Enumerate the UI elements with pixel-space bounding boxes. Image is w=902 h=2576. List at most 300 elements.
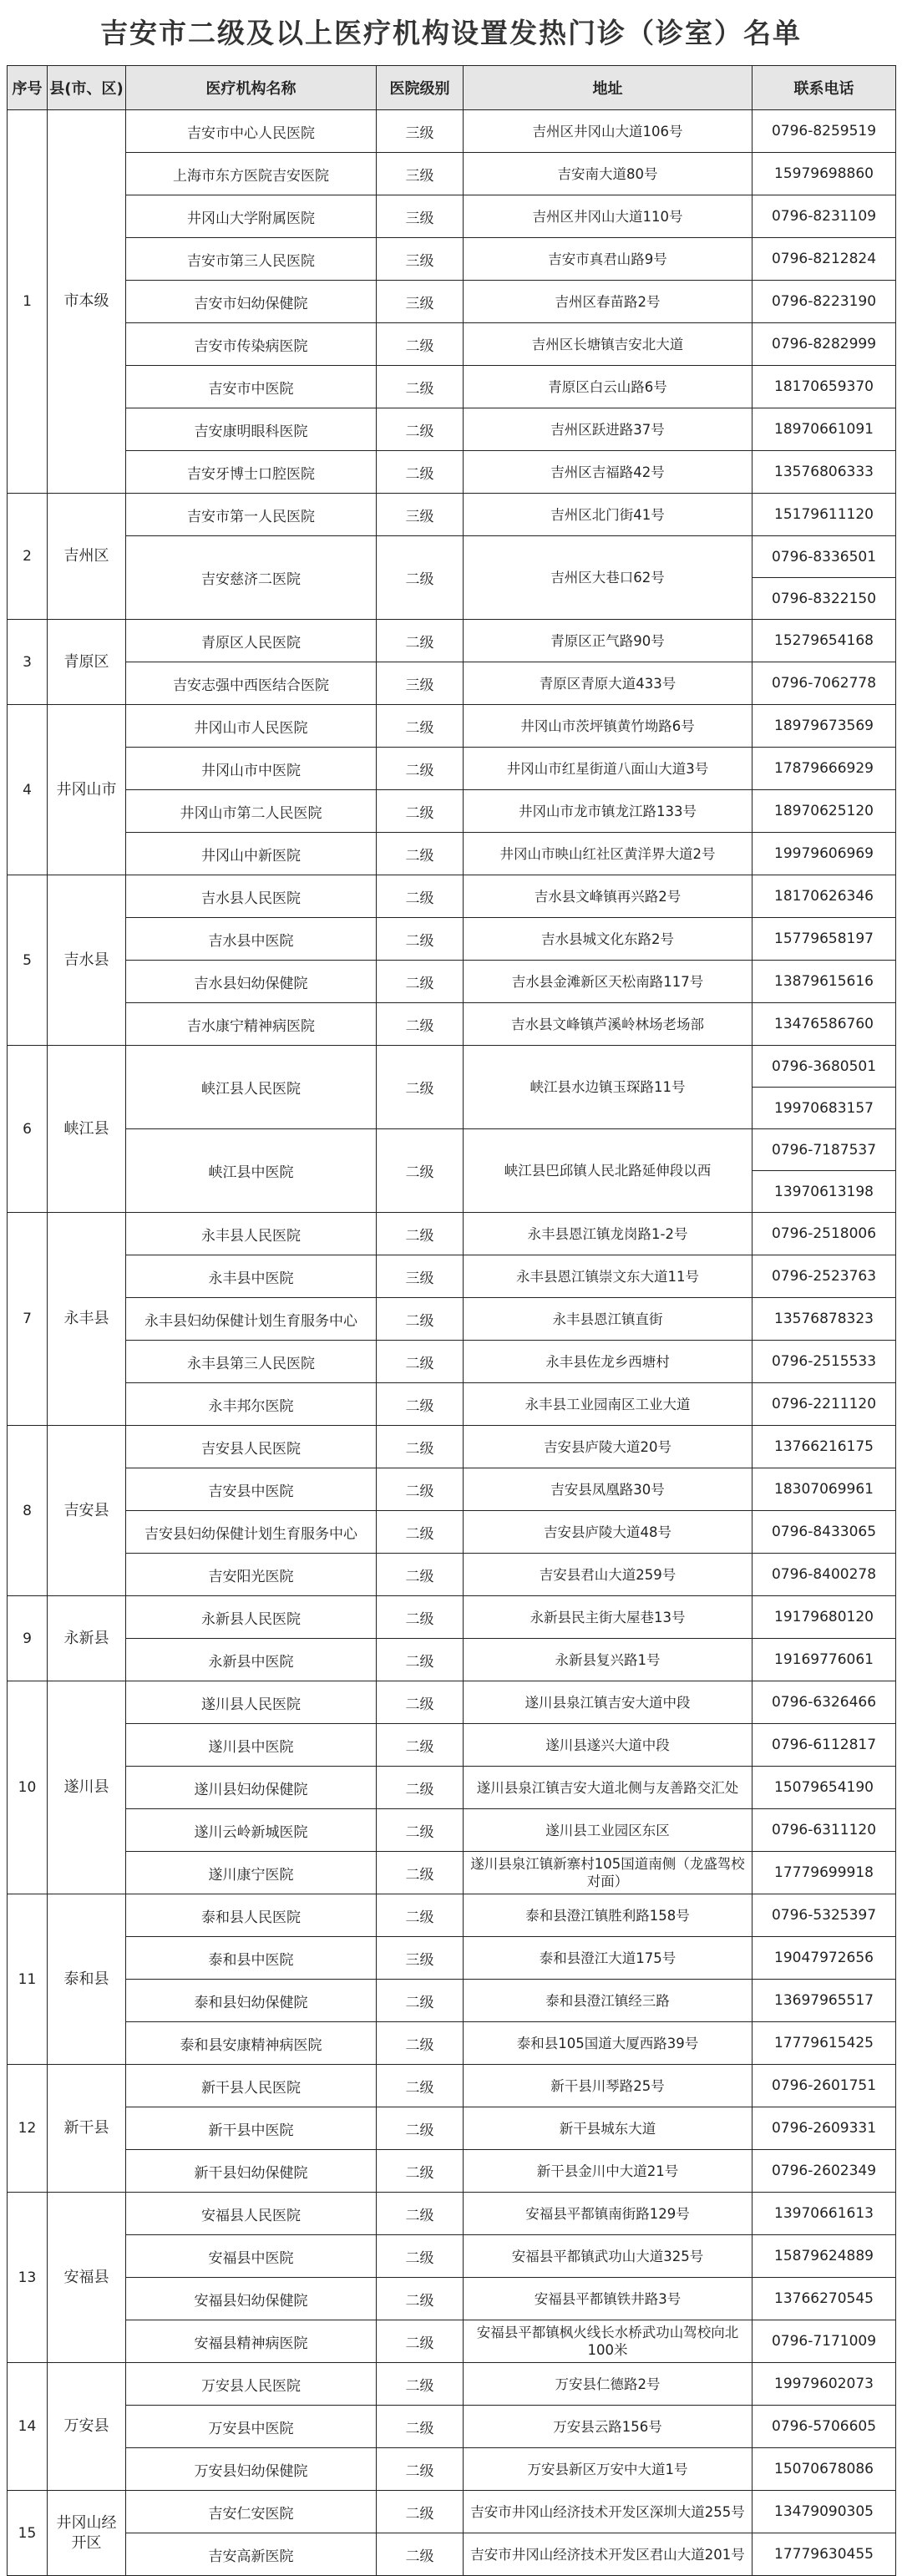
table-row (8, 1003, 896, 1046)
hospital-name-cell: 永丰邦尔医院 (126, 1383, 377, 1426)
phone-cell: 18170626346 (753, 875, 896, 918)
hospital-level-cell: 二级 (377, 961, 464, 1003)
table-row (8, 323, 896, 366)
address-cell: 遂川县泉江镇吉安大道中段 (464, 1681, 753, 1724)
hospital-level-cell: 二级 (377, 2448, 464, 2491)
table-row (8, 705, 896, 748)
county-cell: 井冈山市 (48, 705, 126, 875)
address-cell: 吉安县庐陵大道20号 (464, 1426, 753, 1468)
phone-cell: 17879666929 (753, 748, 896, 790)
hospital-level-cell: 三级 (377, 110, 464, 153)
phone-cell: 0796-8231109 (753, 195, 896, 238)
phone-cell: 13970661613 (753, 2193, 896, 2235)
header-row (8, 66, 896, 110)
col-header-county: 县(市、区) (48, 66, 126, 110)
address-cell: 永丰县恩江镇龙岗路1-2号 (464, 1213, 753, 1255)
hospital-level-cell: 三级 (377, 238, 464, 281)
table-row (8, 2150, 896, 2193)
table-row (8, 1129, 896, 1171)
table-row (8, 536, 896, 578)
row-index-cell: 15 (8, 2491, 48, 2576)
address-cell: 安福县平都镇枫火线长水桥武功山驾校向北100米 (464, 2320, 753, 2363)
address-cell: 吉水县文峰镇芦溪岭林场老场部 (464, 1003, 753, 1046)
table-row (8, 153, 896, 195)
phone-cell: 0796-2515533 (753, 1341, 896, 1383)
table-row (8, 1894, 896, 1937)
hospital-level-cell: 二级 (377, 875, 464, 918)
hospital-name-cell: 吉安市传染病医院 (126, 323, 377, 366)
hospital-name-cell: 安福县人民医院 (126, 2193, 377, 2235)
phone-cell: 15070678086 (753, 2448, 896, 2491)
table-row (8, 833, 896, 875)
hospital-name-cell: 安福县妇幼保健院 (126, 2278, 377, 2320)
table-row (8, 195, 896, 238)
hospital-name-cell: 井冈山市第二人民医院 (126, 790, 377, 833)
phone-cell: 13970613198 (753, 1171, 896, 1213)
hospital-name-cell: 泰和县安康精神病医院 (126, 2022, 377, 2065)
table-row (8, 2448, 896, 2491)
phone-cell: 15879624889 (753, 2235, 896, 2278)
table-row (8, 110, 896, 153)
hospital-level-cell: 二级 (377, 2491, 464, 2533)
address-cell: 吉水县金滩新区天松南路117号 (464, 961, 753, 1003)
hospital-level-cell: 二级 (377, 1894, 464, 1937)
col-header-address: 地址 (464, 66, 753, 110)
table-row (8, 1511, 896, 1554)
county-cell: 市本级 (48, 110, 126, 494)
hospital-level-cell: 二级 (377, 1046, 464, 1129)
county-cell: 安福县 (48, 2193, 126, 2363)
phone-cell: 13766270545 (753, 2278, 896, 2320)
phone-cell: 0796-2601751 (753, 2065, 896, 2107)
hospital-name-cell: 井冈山中新医院 (126, 833, 377, 875)
address-cell: 万安县新区万安中大道1号 (464, 2448, 753, 2491)
hospital-level-cell: 二级 (377, 536, 464, 620)
phone-cell: 0796-8259519 (753, 110, 896, 153)
address-cell: 青原区白云山路6号 (464, 366, 753, 408)
table-row (8, 748, 896, 790)
table-row (8, 2107, 896, 2150)
hospital-level-cell: 二级 (377, 2320, 464, 2363)
address-cell: 遂川县泉江镇吉安大道北侧与友善路交汇处 (464, 1767, 753, 1809)
hospital-level-cell: 二级 (377, 2150, 464, 2193)
hospital-level-cell: 二级 (377, 620, 464, 662)
row-index-cell: 14 (8, 2363, 48, 2491)
table-row (8, 2406, 896, 2448)
table-row (8, 1767, 896, 1809)
hospital-name-cell: 遂川康宁医院 (126, 1852, 377, 1894)
hospital-name-cell: 吉安康明眼科医院 (126, 408, 377, 451)
hospital-level-cell: 二级 (377, 1809, 464, 1852)
hospital-level-cell: 二级 (377, 1213, 464, 1255)
hospital-name-cell: 吉安阳光医院 (126, 1554, 377, 1596)
hospital-level-cell: 二级 (377, 366, 464, 408)
hospital-name-cell: 吉安慈济二医院 (126, 536, 377, 620)
hospital-name-cell: 遂川县妇幼保健院 (126, 1767, 377, 1809)
address-cell: 永丰县恩江镇直街 (464, 1298, 753, 1341)
hospital-name-cell: 吉安县中医院 (126, 1468, 377, 1511)
hospital-name-cell: 永丰县妇幼保健计划生育服务中心 (126, 1298, 377, 1341)
county-cell: 万安县 (48, 2363, 126, 2491)
county-cell: 遂川县 (48, 1681, 126, 1894)
hospital-level-cell: 二级 (377, 1980, 464, 2022)
phone-cell: 0796-6112817 (753, 1724, 896, 1767)
row-index-cell: 1 (8, 110, 48, 494)
hospital-level-cell: 二级 (377, 1724, 464, 1767)
table-row (8, 408, 896, 451)
hospital-name-cell: 吉安仁安医院 (126, 2491, 377, 2533)
hospital-name-cell: 吉水县妇幼保健院 (126, 961, 377, 1003)
county-cell: 吉州区 (48, 494, 126, 620)
hospital-name-cell: 泰和县中医院 (126, 1937, 377, 1980)
row-index-cell: 8 (8, 1426, 48, 1596)
address-cell: 安福县平都镇武功山大道325号 (464, 2235, 753, 2278)
address-cell: 井冈山市龙市镇龙江路133号 (464, 790, 753, 833)
hospital-name-cell: 万安县妇幼保健院 (126, 2448, 377, 2491)
hospital-name-cell: 吉安市中心人民医院 (126, 110, 377, 153)
address-cell: 青原区青原大道433号 (464, 662, 753, 705)
hospital-name-cell: 井冈山大学附属医院 (126, 195, 377, 238)
row-index-cell: 7 (8, 1213, 48, 1426)
table-body (8, 110, 896, 2576)
phone-cell: 0796-8433065 (753, 1511, 896, 1554)
hospital-name-cell: 吉安志强中西医结合医院 (126, 662, 377, 705)
table-row (8, 1852, 896, 1894)
hospital-level-cell: 三级 (377, 195, 464, 238)
address-cell: 泰和县澄江镇经三路 (464, 1980, 753, 2022)
hospital-level-cell: 二级 (377, 2193, 464, 2235)
row-index-cell: 11 (8, 1894, 48, 2065)
address-cell: 吉安县凤凰路30号 (464, 1468, 753, 1511)
hospital-level-cell: 二级 (377, 1511, 464, 1554)
phone-cell: 19979606969 (753, 833, 896, 875)
col-header-level: 医院级别 (377, 66, 464, 110)
table-row (8, 238, 896, 281)
county-cell: 青原区 (48, 620, 126, 705)
hospital-level-cell: 二级 (377, 2107, 464, 2150)
table-row (8, 662, 896, 705)
hospital-name-cell: 泰和县妇幼保健院 (126, 1980, 377, 2022)
table-row (8, 961, 896, 1003)
table-row (8, 620, 896, 662)
table-row (8, 494, 896, 536)
table-row (8, 2320, 896, 2363)
phone-cell: 0796-5325397 (753, 1894, 896, 1937)
address-cell: 吉安市井冈山经济技术开发区君山大道201号 (464, 2533, 753, 2576)
hospital-level-cell: 二级 (377, 323, 464, 366)
hospital-level-cell: 二级 (377, 1426, 464, 1468)
address-cell: 青原区正气路90号 (464, 620, 753, 662)
phone-cell: 0796-2518006 (753, 1213, 896, 1255)
hospital-name-cell: 遂川云岭新城医院 (126, 1809, 377, 1852)
table-row (8, 2065, 896, 2107)
hospital-name-cell: 安福县精神病医院 (126, 2320, 377, 2363)
phone-cell: 19047972656 (753, 1937, 896, 1980)
address-cell: 吉安南大道80号 (464, 153, 753, 195)
table-row (8, 1341, 896, 1383)
hospital-level-cell: 二级 (377, 2065, 464, 2107)
hospital-level-cell: 二级 (377, 2533, 464, 2576)
phone-cell: 0796-2523763 (753, 1255, 896, 1298)
row-index-cell: 9 (8, 1596, 48, 1681)
phone-cell: 0796-8223190 (753, 281, 896, 323)
hospital-level-cell: 三级 (377, 1937, 464, 1980)
row-index-cell: 5 (8, 875, 48, 1046)
hospital-level-cell: 二级 (377, 2022, 464, 2065)
phone-cell: 15079654190 (753, 1767, 896, 1809)
hospital-name-cell: 吉安县人民医院 (126, 1426, 377, 1468)
address-cell: 泰和县澄江镇胜利路158号 (464, 1894, 753, 1937)
address-cell: 吉州区长塘镇吉安北大道 (464, 323, 753, 366)
phone-cell: 13476586760 (753, 1003, 896, 1046)
phone-cell: 18979673569 (753, 705, 896, 748)
hospital-level-cell: 二级 (377, 1554, 464, 1596)
phone-cell: 18307069961 (753, 1468, 896, 1511)
county-cell: 永新县 (48, 1596, 126, 1681)
table-row (8, 1937, 896, 1980)
hospital-name-cell: 吉安市第三人民医院 (126, 238, 377, 281)
hospital-level-cell: 二级 (377, 2278, 464, 2320)
address-cell: 吉安县庐陵大道48号 (464, 1511, 753, 1554)
row-index-cell: 13 (8, 2193, 48, 2363)
address-cell: 吉州区北门街41号 (464, 494, 753, 536)
phone-cell: 17779630455 (753, 2533, 896, 2576)
address-cell: 吉州区井冈山大道106号 (464, 110, 753, 153)
hospital-name-cell: 吉安市妇幼保健院 (126, 281, 377, 323)
hospital-name-cell: 上海市东方医院吉安医院 (126, 153, 377, 195)
hospital-level-cell: 三级 (377, 153, 464, 195)
phone-cell: 0796-7062778 (753, 662, 896, 705)
hospital-name-cell: 遂川县中医院 (126, 1724, 377, 1767)
address-cell: 遂川县遂兴大道中段 (464, 1724, 753, 1767)
table-row (8, 2278, 896, 2320)
row-index-cell: 4 (8, 705, 48, 875)
phone-cell: 0796-7187537 (753, 1129, 896, 1171)
table-row (8, 366, 896, 408)
table-row (8, 1596, 896, 1639)
address-cell: 井冈山市映山红社区黄洋界大道2号 (464, 833, 753, 875)
phone-cell: 0796-5706605 (753, 2406, 896, 2448)
hospital-level-cell: 三级 (377, 662, 464, 705)
hospital-level-cell: 二级 (377, 2406, 464, 2448)
phone-cell: 0796-8212824 (753, 238, 896, 281)
table-row (8, 1681, 896, 1724)
hospital-name-cell: 新干县人民医院 (126, 2065, 377, 2107)
table-row (8, 1298, 896, 1341)
hospital-name-cell: 万安县中医院 (126, 2406, 377, 2448)
address-cell: 井冈山市茨坪镇黄竹坳路6号 (464, 705, 753, 748)
table-row (8, 1213, 896, 1255)
table-row (8, 1980, 896, 2022)
hospital-level-cell: 二级 (377, 1298, 464, 1341)
phone-cell: 0796-8336501 (753, 536, 896, 578)
row-index-cell: 2 (8, 494, 48, 620)
address-cell: 峡江县巴邱镇人民北路延伸段以西 (464, 1129, 753, 1213)
hospital-level-cell: 二级 (377, 1003, 464, 1046)
hospital-level-cell: 二级 (377, 1681, 464, 1724)
address-cell: 遂川县工业园区东区 (464, 1809, 753, 1852)
hospital-level-cell: 二级 (377, 1341, 464, 1383)
table-row (8, 1383, 896, 1426)
table-row (8, 1639, 896, 1681)
phone-cell: 13576806333 (753, 451, 896, 494)
hospital-level-cell: 二级 (377, 918, 464, 961)
address-cell: 万安县仁德路2号 (464, 2363, 753, 2406)
hospital-level-cell: 二级 (377, 1596, 464, 1639)
address-cell: 永新县复兴路1号 (464, 1639, 753, 1681)
table-row (8, 1554, 896, 1596)
table-row (8, 790, 896, 833)
table-row (8, 2022, 896, 2065)
phone-cell: 19179680120 (753, 1596, 896, 1639)
phone-cell: 13766216175 (753, 1426, 896, 1468)
hospital-name-cell: 峡江县人民医院 (126, 1046, 377, 1129)
address-cell: 遂川县泉江镇新寨村105国道南侧（龙盛驾校对面） (464, 1852, 753, 1894)
phone-cell: 13479090305 (753, 2491, 896, 2533)
hospital-name-cell: 泰和县人民医院 (126, 1894, 377, 1937)
address-cell: 安福县平都镇南街路129号 (464, 2193, 753, 2235)
hospital-name-cell: 吉安牙博士口腔医院 (126, 451, 377, 494)
phone-cell: 15779658197 (753, 918, 896, 961)
county-cell: 吉水县 (48, 875, 126, 1046)
hospital-table (7, 65, 896, 2576)
hospital-name-cell: 永新县人民医院 (126, 1596, 377, 1639)
hospital-name-cell: 峡江县中医院 (126, 1129, 377, 1213)
hospital-name-cell: 吉安市中医院 (126, 366, 377, 408)
phone-cell: 0796-7171009 (753, 2320, 896, 2363)
hospital-level-cell: 二级 (377, 2235, 464, 2278)
phone-cell: 0796-2609331 (753, 2107, 896, 2150)
table-row (8, 2533, 896, 2576)
county-cell: 新干县 (48, 2065, 126, 2193)
phone-cell: 18970625120 (753, 790, 896, 833)
row-index-cell: 12 (8, 2065, 48, 2193)
hospital-level-cell: 二级 (377, 833, 464, 875)
col-header-phone: 联系电话 (753, 66, 896, 110)
county-cell: 永丰县 (48, 1213, 126, 1426)
hospital-name-cell: 永新县中医院 (126, 1639, 377, 1681)
phone-cell: 18170659370 (753, 366, 896, 408)
hospital-level-cell: 二级 (377, 1468, 464, 1511)
hospital-level-cell: 二级 (377, 1852, 464, 1894)
address-cell: 永新县民主街大屋巷13号 (464, 1596, 753, 1639)
hospital-level-cell: 二级 (377, 1129, 464, 1213)
address-cell: 万安县云路156号 (464, 2406, 753, 2448)
page-title: 吉安市二级及以上医疗机构设置发热门诊（诊室）名单 (100, 17, 802, 49)
phone-cell: 18970661091 (753, 408, 896, 451)
table-row (8, 1724, 896, 1767)
table-row (8, 918, 896, 961)
hospital-level-cell: 二级 (377, 748, 464, 790)
row-index-cell: 6 (8, 1046, 48, 1213)
table-row (8, 281, 896, 323)
phone-cell: 15979698860 (753, 153, 896, 195)
table-row (8, 2235, 896, 2278)
hospital-level-cell: 二级 (377, 1639, 464, 1681)
table-row (8, 1426, 896, 1468)
hospital-name-cell: 青原区人民医院 (126, 620, 377, 662)
hospital-name-cell: 井冈山市人民医院 (126, 705, 377, 748)
address-cell: 新干县川琴路25号 (464, 2065, 753, 2107)
address-cell: 井冈山市红星街道八面山大道3号 (464, 748, 753, 790)
hospital-name-cell: 井冈山市中医院 (126, 748, 377, 790)
phone-cell: 19169776061 (753, 1639, 896, 1681)
hospital-level-cell: 二级 (377, 2363, 464, 2406)
phone-cell: 0796-2602349 (753, 2150, 896, 2193)
address-cell: 新干县城东大道 (464, 2107, 753, 2150)
hospital-level-cell: 二级 (377, 408, 464, 451)
county-cell: 泰和县 (48, 1894, 126, 2065)
phone-cell: 0796-8322150 (753, 578, 896, 620)
address-cell: 泰和县105国道大厦西路39号 (464, 2022, 753, 2065)
hospital-level-cell: 二级 (377, 1383, 464, 1426)
phone-cell: 19979602073 (753, 2363, 896, 2406)
address-cell: 永丰县工业园南区工业大道 (464, 1383, 753, 1426)
hospital-level-cell: 二级 (377, 451, 464, 494)
hospital-name-cell: 新干县中医院 (126, 2107, 377, 2150)
hospital-level-cell: 二级 (377, 1767, 464, 1809)
hospital-name-cell: 吉安县妇幼保健计划生育服务中心 (126, 1511, 377, 1554)
address-cell: 新干县金川中大道21号 (464, 2150, 753, 2193)
address-cell: 吉水县城文化东路2号 (464, 918, 753, 961)
address-cell: 吉水县文峰镇再兴路2号 (464, 875, 753, 918)
phone-cell: 17779699918 (753, 1852, 896, 1894)
address-cell: 泰和县澄江大道175号 (464, 1937, 753, 1980)
address-cell: 吉安县君山大道259号 (464, 1554, 753, 1596)
col-header-index: 序号 (8, 66, 48, 110)
county-cell: 峡江县 (48, 1046, 126, 1213)
row-index-cell: 3 (8, 620, 48, 705)
phone-cell: 15179611120 (753, 494, 896, 536)
phone-cell: 13576878323 (753, 1298, 896, 1341)
hospital-level-cell: 三级 (377, 1255, 464, 1298)
phone-cell: 17779615425 (753, 2022, 896, 2065)
hospital-name-cell: 吉安高新医院 (126, 2533, 377, 2576)
phone-cell: 0796-3680501 (753, 1046, 896, 1088)
table-row (8, 2491, 896, 2533)
table-row (8, 1255, 896, 1298)
address-cell: 永丰县恩江镇崇文东大道11号 (464, 1255, 753, 1298)
hospital-level-cell: 二级 (377, 705, 464, 748)
address-cell: 吉州区井冈山大道110号 (464, 195, 753, 238)
table-row (8, 2193, 896, 2235)
phone-cell: 13697965517 (753, 1980, 896, 2022)
hospital-name-cell: 新干县妇幼保健院 (126, 2150, 377, 2193)
table-row (8, 875, 896, 918)
hospital-name-cell: 永丰县中医院 (126, 1255, 377, 1298)
table-row (8, 2363, 896, 2406)
table-header (8, 66, 896, 110)
phone-cell: 0796-6326466 (753, 1681, 896, 1724)
phone-cell: 0796-2211120 (753, 1383, 896, 1426)
table-row (8, 1468, 896, 1511)
hospital-name-cell: 遂川县人民医院 (126, 1681, 377, 1724)
address-cell: 峡江县水边镇玉琛路11号 (464, 1046, 753, 1129)
table-row (8, 1046, 896, 1088)
row-index-cell: 10 (8, 1681, 48, 1894)
hospital-name-cell: 吉水康宁精神病医院 (126, 1003, 377, 1046)
county-cell: 井冈山经开区 (48, 2491, 126, 2576)
hospital-name-cell: 吉安市第一人民医院 (126, 494, 377, 536)
address-cell: 吉安市井冈山经济技术开发区深圳大道255号 (464, 2491, 753, 2533)
hospital-name-cell: 吉水县人民医院 (126, 875, 377, 918)
phone-cell: 13879615616 (753, 961, 896, 1003)
phone-cell: 0796-8400278 (753, 1554, 896, 1596)
address-cell: 吉安市真君山路9号 (464, 238, 753, 281)
hospital-name-cell: 永丰县第三人民医院 (126, 1341, 377, 1383)
phone-cell: 15279654168 (753, 620, 896, 662)
hospital-level-cell: 三级 (377, 281, 464, 323)
